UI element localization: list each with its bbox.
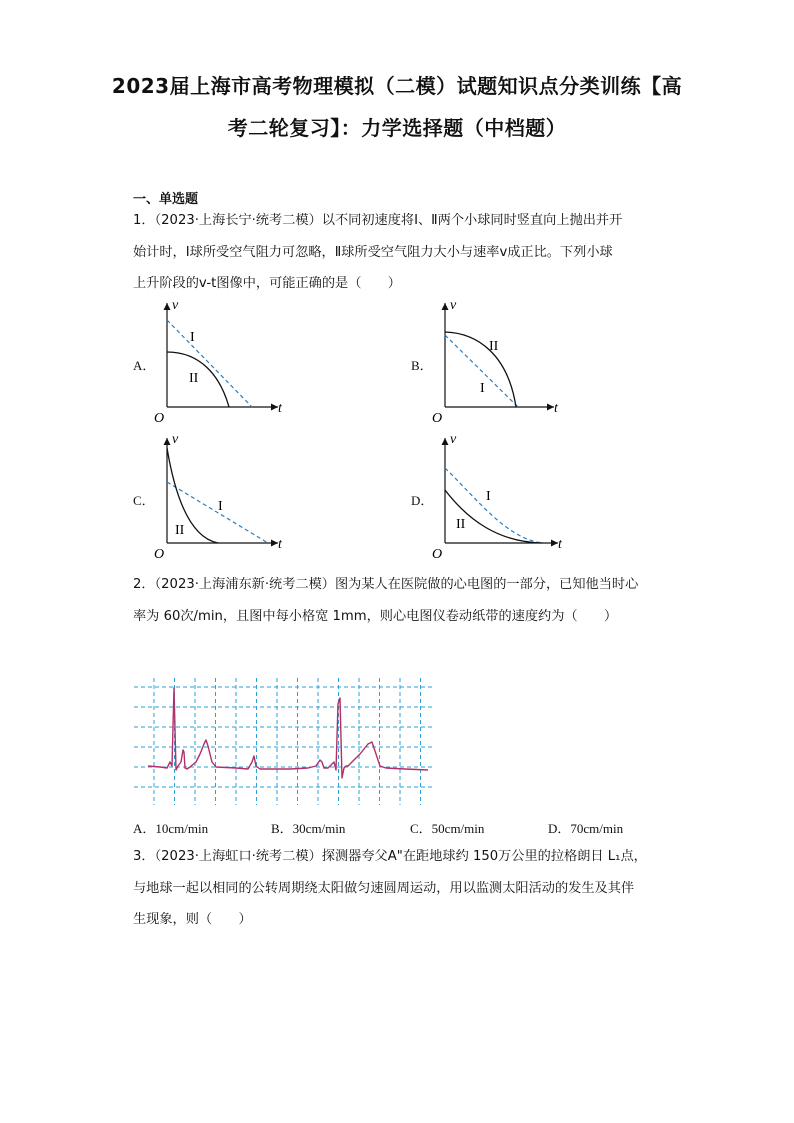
curve-1-dashed <box>167 320 252 407</box>
q3-line3: 生现象，则（ ） <box>133 912 252 927</box>
curve-2-label: II <box>175 523 185 538</box>
q3-line2: 与地球一起以相同的公转周期绕太阳做匀速圆周运动，用以监测太阳活动的发生及其伴 <box>133 881 635 896</box>
q1-line1: 1．（2023·上海长宁·统考二模）以不同初速度将Ⅰ、Ⅱ两个小球同时竖直向上抛出并开 <box>133 213 623 228</box>
q1-line2: 始计时，Ⅰ球所受空气阻力可忽略，Ⅱ球所受空气阻力大小与速率v成正比。下列小球 <box>133 245 613 260</box>
q2-line2: 率为 60次/min，且图中每小格宽 1mm，则心电图仪卷动纸带的速度约为（ ） <box>133 609 618 624</box>
svg-text:O: O <box>154 547 165 562</box>
q2-choice-d: D．70cm/min <box>548 821 624 836</box>
v-label: v <box>172 298 179 313</box>
curve-1-label: I <box>480 381 485 396</box>
document-title-line1: 2023届上海市高考物理模拟（二模）试题知识点分类训练【高 <box>111 74 683 98</box>
svg-text:t: t <box>278 537 282 552</box>
t-label: t <box>278 401 282 416</box>
q2-choice-a: A．10cm/min <box>133 821 209 836</box>
q1-option-c-graph <box>150 430 290 560</box>
curve-1-label: I <box>190 330 195 345</box>
q1-option-c-label: C． <box>133 493 155 508</box>
svg-text:v: v <box>172 432 179 447</box>
svg-text:v: v <box>450 432 457 447</box>
svg-text:t: t <box>554 401 558 416</box>
curve-1-dashed <box>445 335 518 407</box>
q1-option-b-graph <box>428 295 568 425</box>
q1-option-b-label: B． <box>411 358 433 373</box>
q2-line1: 2．（2023·上海浦东新·统考二模）图为某人在医院做的心电图的一部分，已知他当时心 <box>133 577 639 592</box>
curve-1-label: I <box>486 489 491 504</box>
q1-option-a-graph <box>150 295 290 425</box>
svg-text:O: O <box>432 411 443 426</box>
curve-2-label: II <box>456 517 466 532</box>
q1-option-d-label: D． <box>411 493 434 508</box>
q1-option-a-label: A． <box>133 358 156 373</box>
ecg-figure <box>130 670 435 805</box>
curve-1-label: I <box>218 499 223 514</box>
curve-2-label: II <box>489 339 499 354</box>
curve-2-label: II <box>189 371 199 386</box>
ecg-trace <box>148 688 428 778</box>
q3-line1: 3．（2023·上海虹口·统考二模）探测器夸父A"在距地球约 150万公里的拉格朗日 L₁点， <box>133 849 647 864</box>
origin-label: O <box>154 411 165 426</box>
q2-choice-c: C．50cm/min <box>410 821 485 836</box>
document-title-line2: 考二轮复习】：力学选择题（中档题） <box>227 116 567 140</box>
svg-text:O: O <box>432 547 443 562</box>
q1-line3: 上升阶段的v-t图像中，可能正确的是（ ） <box>133 276 401 291</box>
q2-choice-b: B．30cm/min <box>271 821 346 836</box>
ecg-grid <box>134 678 432 805</box>
svg-text:v: v <box>450 298 457 313</box>
q1-option-d-graph <box>428 430 568 560</box>
svg-text:t: t <box>558 537 562 552</box>
section-heading: 一、单选题 <box>133 192 199 207</box>
